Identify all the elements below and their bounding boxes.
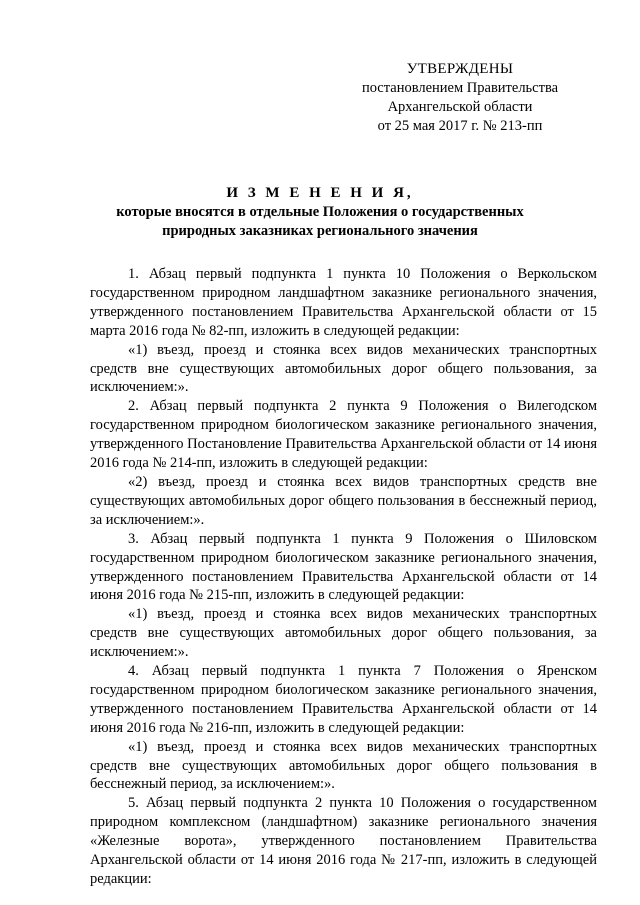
title-subtitle: которые вносятся в отдельные Положения о государственных <box>116 204 524 220</box>
approval-line: Архангельской области <box>387 99 533 115</box>
paragraph-quote: «1) въезд, проезд и стоянка всех видов механических транспортных средств вне существующих автомобильных дорог общего пользования, за исключением:». <box>90 341 597 396</box>
paragraph-quote: «1) въезд, проезд и стоянка всех видов механических транспортных средств вне существующих автомобильных дорог общего пользования в бесснежный период, за исключением:». <box>90 738 597 793</box>
paragraph-quote: «2) въезд, проезд и стоянка всех видов транспортных средств вне существующих автомобильных дорог общего пользования в бесснежный период, за исключением:». <box>90 473 597 528</box>
paragraph-quote: «1) въезд, проезд и стоянка всех видов механических транспортных средств вне существующих автомобильных дорог общего пользования, за исключением:». <box>90 606 597 661</box>
title-subtitle: природных заказниках регионального значения <box>162 223 478 239</box>
document-body <box>90 265 597 889</box>
document-title <box>60 184 580 241</box>
approval-stamp <box>350 60 570 136</box>
approval-line: постановлением Правительства <box>361 80 559 96</box>
paragraph: 4. Абзац первый подпункта 1 пункта 7 Положения о Яренском государственном природном биологическом заказнике регионального значения, утвержденного постановлением Правительства Архангельской области от 14 июня 2016 года № 216-пп, изложить в следующей редакции: <box>90 663 597 736</box>
approval-heading: УТВЕРЖДЕНЫ <box>406 61 514 77</box>
paragraph: 3. Абзац первый подпункта 1 пункта 9 Положения о Шиловском государственном природном биологическом заказнике регионального значения, утвержденного постановлением Правительства Архангельской области от 14 июня 2016 года № 215-пп, изложить в следующей редакции: <box>90 530 597 604</box>
approval-date: от 25 мая 2017 г. № 213-пп <box>377 118 543 134</box>
paragraph: 5. Абзац первый подпункта 2 пункта 10 Положения о государственном природном комплексном (ландшафтном) заказнике регионального значения «Железные ворота», утвержденного постановлением Правительства Архангельской области от 14 июня 2016 года № 217-пп, изложить в следующей редакции: <box>90 795 597 887</box>
paragraph: 1. Абзац первый подпункта 1 пункта 10 Положения о Веркольском государственном природном ландшафтном заказнике регионального значения, утвержденного постановлением Правительства Архангельской области от 15 марта 2016 года № 82-пп, изложить в следующей редакции: <box>90 266 597 339</box>
title-main: И З М Е Н Е Н И Я, <box>226 185 414 201</box>
paragraph: 2. Абзац первый подпункта 2 пункта 9 Положения о Вилегодском государственном природном биологическом заказнике регионального значения, утвержденного Постановление Правительства Архангельской области от 14 июня 2016 года № 214-пп, изложить в следующей редакции: <box>90 398 598 472</box>
